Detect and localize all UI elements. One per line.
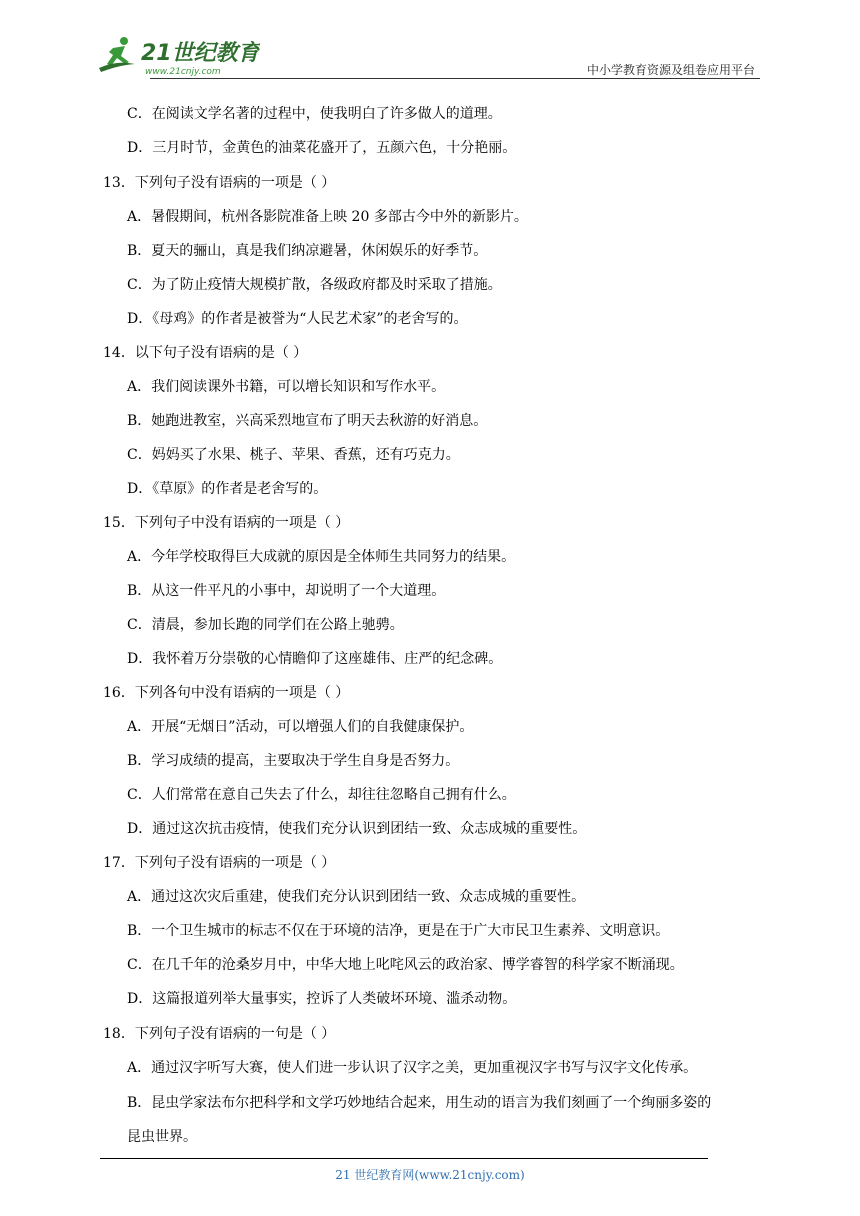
header-divider <box>150 78 760 79</box>
answer-option: C．清晨，参加长跑的同学们在公路上驰骋。 <box>127 617 404 633</box>
site-logo <box>95 34 260 78</box>
question-stem: 18．下列句子没有语病的一句是（ ） <box>103 1026 336 1042</box>
answer-option: C．在几千年的沧桑岁月中，中华大地上叱咤风云的政治家、博学睿智的科学家不断涌现。 <box>127 957 684 973</box>
platform-name: 中小学教育资源及组卷应用平台 <box>586 63 755 77</box>
option-continuation: 昆虫世界。 <box>127 1129 197 1145</box>
answer-option: B．昆虫学家法布尔把科学和文学巧妙地结合起来，用生动的语言为我们刻画了一个绚丽多姿的 <box>127 1095 712 1111</box>
question-stem: 17．下列句子没有语病的一项是（ ） <box>103 855 336 871</box>
answer-option: A．开展“无烟日”活动，可以增强人们的自我健康保护。 <box>127 719 474 735</box>
answer-option: D．《草原》的作者是老舍写的。 <box>127 481 328 497</box>
svg-text:21世纪教育: 21世纪教育 <box>141 41 260 66</box>
answer-option: C．妈妈买了水果、桃子、苹果、香蕉，还有巧克力。 <box>127 447 460 463</box>
question-stem: 15．下列句子中没有语病的一项是（ ） <box>103 515 350 531</box>
question-stem: 13．下列句子没有语病的一项是（ ） <box>103 175 336 191</box>
page-header <box>95 32 760 80</box>
svg-text:www.21cnjy.com: www.21cnjy.com <box>145 67 221 77</box>
question-stem: 16．下列各句中没有语病的一项是（ ） <box>103 685 350 701</box>
answer-option: A．暑假期间，杭州各影院准备上映 20 多部古今中外的新影片。 <box>127 209 528 225</box>
answer-option: B．夏天的骊山，真是我们纳凉避暑，休闲娱乐的好季节。 <box>127 243 488 259</box>
answer-option: D．这篇报道列举大量事实，控诉了人类破坏环境、滥杀动物。 <box>127 991 517 1007</box>
footer-divider <box>100 1158 708 1159</box>
answer-option: D．三月时节，金黄色的油菜花盛开了，五颜六色，十分艳丽。 <box>127 140 517 156</box>
answer-option: A．我们阅读课外书籍，可以增长知识和写作水平。 <box>127 379 446 395</box>
question-stem: 14．以下句子没有语病的是（ ） <box>103 345 308 361</box>
answer-option: C．在阅读文学名著的过程中，使我明白了许多做人的道理。 <box>127 106 502 122</box>
answer-option: A．通过汉字听写大赛，使人们进一步认识了汉字之美，更加重视汉字书写与汉字文化传承。 <box>127 1060 698 1076</box>
answer-option: D．我怀着万分崇敬的心情瞻仰了这座雄伟、庄严的纪念碑。 <box>127 651 503 667</box>
answer-option: C．为了防止疫情大规模扩散，各级政府都及时采取了措施。 <box>127 277 502 293</box>
running-figure-icon <box>99 37 135 72</box>
answer-option: B．一个卫生城市的标志不仅在于环境的洁净，更是在于广大市民卫生素养、文明意识。 <box>127 923 670 939</box>
answer-option: B．从这一件平凡的小事中，却说明了一个大道理。 <box>127 583 446 599</box>
answer-option: D．通过这次抗击疫情，使我们充分认识到团结一致、众志成城的重要性。 <box>127 821 587 837</box>
answer-option: B．学习成绩的提高，主要取决于学生自身是否努力。 <box>127 753 460 769</box>
footer-text: 21 世纪教育网(www.21cnjy.com) <box>335 1168 525 1182</box>
answer-option: A．通过这次灾后重建，使我们充分认识到团结一致、众志成城的重要性。 <box>127 889 586 905</box>
answer-option: A．今年学校取得巨大成就的原因是全体师生共同努力的结果。 <box>127 549 516 565</box>
answer-option: C．人们常常在意自己失去了什么，却往往忽略自己拥有什么。 <box>127 787 516 803</box>
answer-option: B．她跑进教室，兴高采烈地宣布了明天去秋游的好消息。 <box>127 413 488 429</box>
answer-option: D．《母鸡》的作者是被誉为“人民艺术家”的老舍写的。 <box>127 311 468 327</box>
